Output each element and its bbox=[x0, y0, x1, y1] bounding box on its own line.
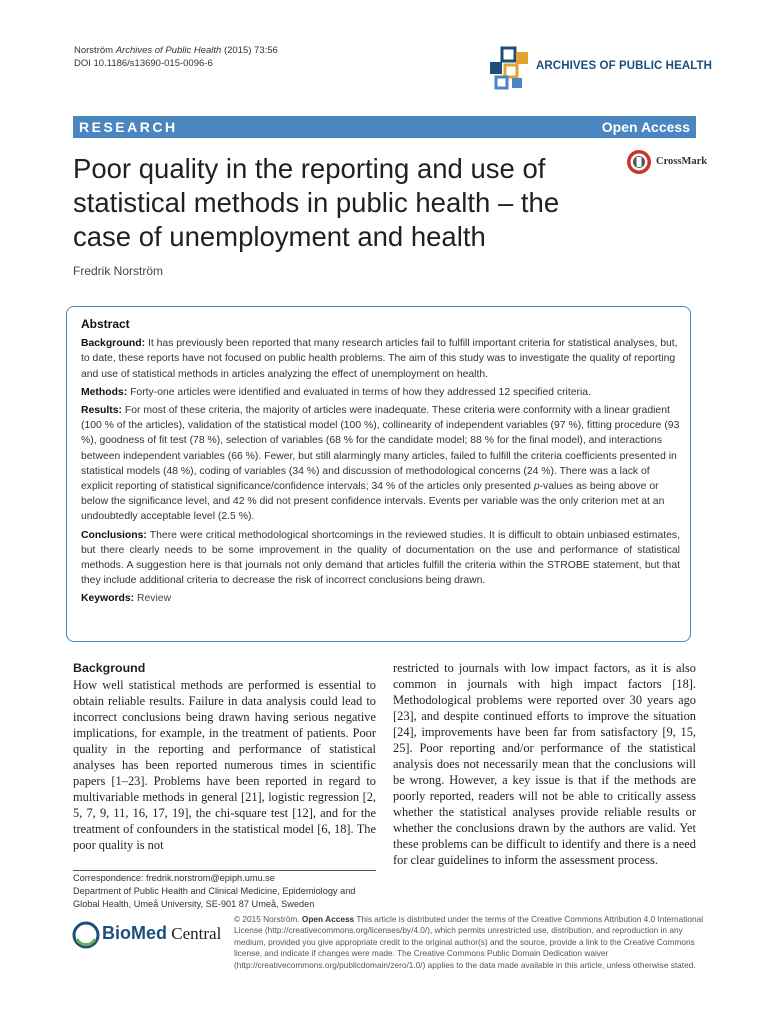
crossmark-icon bbox=[626, 149, 652, 175]
doi[interactable]: DOI 10.1186/s13690-015-0096-6 bbox=[74, 58, 213, 69]
abstract-background-text: It has previously been reported that many research articles fail to fulfill important criteria for statistical analyses, but, to date, these reports have not focused on public health problems. The aim of this study was to investigate the quality of reporting and use of statistical methods in articles analyzing the effect of unemployment on health. bbox=[81, 338, 678, 380]
article-type-bar bbox=[73, 116, 696, 138]
abstract-methods-label: Methods: bbox=[81, 386, 128, 398]
crossmark-label: CrossMark bbox=[656, 156, 708, 167]
central-wordmark: Central bbox=[167, 924, 222, 943]
keywords-label: Keywords: bbox=[81, 593, 135, 605]
abstract-conclusions-label: Conclusions: bbox=[81, 529, 147, 541]
body-column-right bbox=[393, 660, 696, 868]
footnote-divider bbox=[73, 870, 376, 871]
abstract-results bbox=[81, 403, 680, 525]
abstract-results-text-1: For most of these criteria, the majority of articles were inadequate. These criteria were conformity with a linear gradient (100 % of the articles), validation of the statistical model (100 %), collinearity of independent variables (97 %), fitting procedure (93 %), goodness of fit test (78 %), selection of variables (68 % for the candidate model; 88 % for the final model), and interactions between independent variables (66 %). Fewer, but still alarmingly many articles, failed to fulfill the criteria coefficients presented in statistical models (48 %), coding of variables (34 %) and discussion of methodological concerns (24 %). There was a lack of explicit reporting of statistical significance/confidence intervals; 34 % of the articles only presented bbox=[81, 405, 680, 493]
biomed-central-wordmark bbox=[102, 923, 221, 944]
abstract-conclusions-text: There were critical methodological shortcomings in the reviewed studies. It is difficult to obtain unbiased estimates, but there clearly needs to be some improvement in the quality of documentation on the use and performance of statistical methods. A suggestion here is that journals not only demand that articles fulfill the criteria within the STROBE statement, but that they include additional criteria to decrease the risk of incorrect conclusions being drawn. bbox=[81, 529, 680, 587]
citation-year-volume: (2015) 73:56 bbox=[223, 45, 278, 56]
abstract-results-pvalue: p bbox=[533, 481, 540, 493]
crossmark-badge[interactable] bbox=[626, 148, 716, 178]
biomed-central-logo[interactable] bbox=[72, 918, 222, 952]
abstract-methods bbox=[81, 385, 680, 400]
license-text: This article is distributed under the terms of the Creative Commons Attribution 4.0 International License (http://creativecommons.org/licenses/by/4.0/), which permits unrestricted use, distribution, and reproduction in any medium, provided you give appropriate credit to the original author(s) and the source, provide a link to the Creative Commons license, and indicate if changes were made. The Creative Commons Public Domain Dedication waiver (http://creativecommons.org/publicdomain/zero/1.0/) applies to the data made available in this article, unless otherwise stated. bbox=[234, 914, 704, 970]
keywords-value[interactable]: Review bbox=[134, 593, 172, 605]
abstract-keywords bbox=[81, 591, 680, 606]
archives-of-public-health-logo-icon bbox=[488, 46, 532, 90]
abstract-methods-text: Forty-one articles were identified and evaluated in terms of how they addressed 12 specified criteria. bbox=[127, 386, 591, 398]
body-column-left bbox=[73, 660, 376, 853]
section-heading-background: Background bbox=[73, 661, 146, 675]
biomed-wordmark-bold: BioMed bbox=[102, 923, 167, 943]
article-type-label: RESEARCH bbox=[79, 119, 178, 135]
body-paragraph-left: How well statistical methods are performed is essential to obtain reliable results. Failure in data analysis could lead to incorrect conclusions being drawn having serious negative implications, for example, in the treatment of patients. Poor quality in the reporting and performance of statistical analyses has been reported numerous times in scientific papers [1–23]. Problems have been reported in regard to multivariable methods in general [21], logistic regression [2, 5, 7, 9, 11, 16, 17, 19], the chi-square test [12], and for the treatment of confounders in the statistical model [6, 18]. The poor quality is not bbox=[73, 678, 376, 852]
abstract-background bbox=[81, 336, 680, 382]
correspondence-email[interactable]: Correspondence: fredrik.norstrom@epiph.umu.se bbox=[73, 873, 275, 883]
journal-logo[interactable] bbox=[488, 46, 713, 90]
abstract-box bbox=[66, 306, 691, 642]
citation-journal: Archives of Public Health bbox=[115, 45, 222, 56]
correspondence-footnote bbox=[73, 872, 383, 911]
abstract-results-text-2: -values as being above or below the significance level, and 42 % did not present confidence intervals. Events per variable was the only criterion met at an undoubtedly acceptable level (2.5 %). bbox=[81, 481, 665, 523]
author-affiliation: Department of Public Health and Clinical Medicine, Epidemiology and Global Health, Umeå University, SE-901 87 Umeå, Sweden bbox=[73, 886, 356, 909]
abstract-background-label: Background: bbox=[81, 338, 146, 350]
body-paragraph-right: restricted to journals with low impact factors, as it is also common in journals with high impact factors [18]. Methodological problems were reported over 30 years ago [23], and despite continued efforts to improve the situation [24], improvements have been far from satisfactory [9, 15, 25]. Poor reporting and/or performance of the statistical analysis does not necessarily mean that the conclusions will be wrong. However, a key issue is that if the methods are poorly reported, readers will not be able to critically assess whether the statistical analyses provide reliable results or whether the conclusions drawn by the authors are valid. Yet these problems can be difficult to identify and there is a need for clear guidelines to inform the assessment process. bbox=[393, 661, 696, 867]
citation-line bbox=[74, 44, 278, 57]
license-statement bbox=[234, 914, 704, 971]
abstract-heading: Abstract bbox=[81, 317, 130, 331]
abstract-results-label: Results: bbox=[81, 405, 122, 417]
citation-header bbox=[74, 44, 278, 70]
citation-author: Norström bbox=[74, 45, 114, 56]
open-access-label: Open Access bbox=[601, 119, 690, 135]
article-title: Poor quality in the reporting and use of statistical methods in public health – the case of unemployment and health bbox=[73, 153, 560, 252]
license-copyright: © 2015 Norström. bbox=[234, 914, 302, 924]
abstract-conclusions bbox=[81, 528, 680, 589]
license-open-access: Open Access bbox=[301, 914, 355, 924]
journal-logo-text: ARCHIVES OF PUBLIC HEALTH bbox=[536, 60, 713, 72]
biomed-central-logo-icon bbox=[72, 921, 100, 949]
article-author: Fredrik Norström bbox=[73, 264, 164, 278]
